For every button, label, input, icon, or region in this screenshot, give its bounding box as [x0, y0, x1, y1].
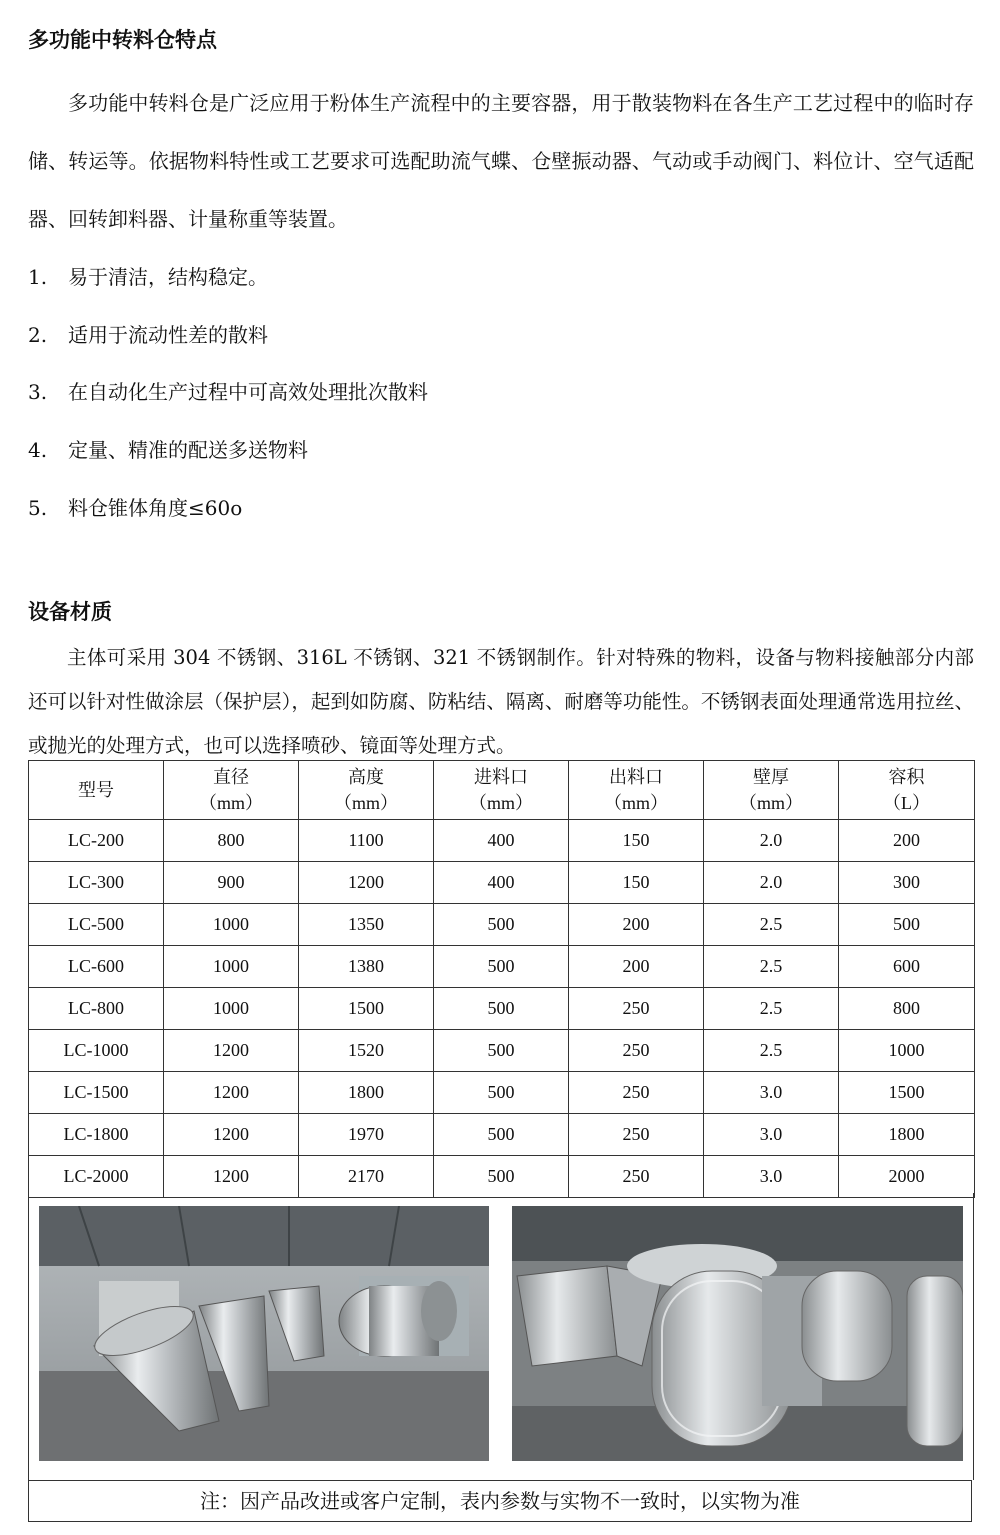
table-cell: LC-2000	[29, 1156, 164, 1198]
header-label: 直径	[213, 767, 249, 787]
table-cell: 150	[569, 820, 704, 862]
header-outlet	[569, 761, 704, 820]
table-cell: 400	[434, 862, 569, 904]
feature-item	[28, 494, 242, 522]
table-cell: 2.5	[704, 946, 839, 988]
table-cell: 1350	[299, 904, 434, 946]
table-cell: 2.5	[704, 988, 839, 1030]
table-row	[29, 820, 975, 862]
header-label: 高度	[348, 767, 384, 787]
table-cell: 500	[839, 904, 975, 946]
header-label: 进料口	[474, 767, 528, 787]
header-diameter	[164, 761, 299, 820]
header-model	[29, 761, 164, 820]
table-cell: 200	[569, 946, 704, 988]
table-cell: 1800	[839, 1114, 975, 1156]
table-cell: 250	[569, 1072, 704, 1114]
table-row	[29, 904, 975, 946]
table-cell: LC-300	[29, 862, 164, 904]
header-label: 壁厚	[753, 767, 789, 787]
table-cell: 250	[569, 988, 704, 1030]
table-cell: 300	[839, 862, 975, 904]
table-row	[29, 988, 975, 1030]
table-cell: 1800	[299, 1072, 434, 1114]
table-cell: LC-1800	[29, 1114, 164, 1156]
table-cell: 1500	[299, 988, 434, 1030]
header-unit: （mm）	[603, 793, 668, 813]
feature-text: 料仓锥体角度≤60o	[68, 496, 243, 520]
table-cell: 500	[434, 1156, 569, 1198]
table-cell: 1200	[164, 1156, 299, 1198]
header-unit: （L）	[883, 793, 930, 813]
table-cell: 250	[569, 1114, 704, 1156]
product-photo-cone-bins	[39, 1206, 489, 1461]
table-cell: 2170	[299, 1156, 434, 1198]
feature-number: 4.	[28, 438, 48, 462]
table-cell: 600	[839, 946, 975, 988]
feature-text: 适用于流动性差的散料	[68, 323, 268, 347]
intro-paragraph: 多功能中转料仓是广泛应用于粉体生产流程中的主要容器，用于散装物料在各生产工艺过程中的临时存储、转运等。依据物料特性或工艺要求可选配助流气蝶、仓壁振动器、气动或手动阀门、料位计、空气适配器、回转卸料器、计量称重等装置。	[28, 91, 974, 231]
table-cell: 250	[569, 1030, 704, 1072]
header-label: 出料口	[609, 767, 663, 787]
feature-item	[28, 263, 268, 291]
table-cell: 800	[839, 988, 975, 1030]
feature-text: 在自动化生产过程中可高效处理批次散料	[68, 380, 428, 404]
table-cell: 1000	[164, 904, 299, 946]
header-unit: （mm）	[468, 793, 533, 813]
table-cell: 2.5	[704, 904, 839, 946]
table-row	[29, 1114, 975, 1156]
feature-text: 定量、精准的配送多送物料	[68, 438, 308, 462]
table-cell: 2.5	[704, 1030, 839, 1072]
header-label: 容积	[888, 767, 925, 787]
table-cell: 1100	[299, 820, 434, 862]
table-row	[29, 1072, 975, 1114]
section-title-features: 多功能中转料仓特点	[28, 28, 217, 52]
table-cell: 150	[569, 862, 704, 904]
spec-table	[28, 760, 975, 1198]
table-cell: 1000	[164, 988, 299, 1030]
feature-number: 2.	[28, 323, 48, 347]
table-cell: 1200	[164, 1114, 299, 1156]
table-cell: 2.0	[704, 820, 839, 862]
table-cell: 200	[839, 820, 975, 862]
feature-number: 5.	[28, 496, 48, 520]
header-height	[299, 761, 434, 820]
header-wall-thickness	[704, 761, 839, 820]
section-title-material: 设备材质	[28, 600, 112, 624]
table-cell: 400	[434, 820, 569, 862]
table-cell: 1200	[299, 862, 434, 904]
table-cell: 500	[434, 1114, 569, 1156]
table-cell: LC-1500	[29, 1072, 164, 1114]
table-cell: LC-800	[29, 988, 164, 1030]
table-cell: LC-1000	[29, 1030, 164, 1072]
table-cell: 250	[569, 1156, 704, 1198]
table-cell: 800	[164, 820, 299, 862]
feature-number: 3.	[28, 380, 48, 404]
table-row	[29, 946, 975, 988]
feature-text: 易于清洁，结构稳定。	[68, 265, 268, 289]
feature-number: 1.	[28, 265, 48, 289]
table-cell: 3.0	[704, 1072, 839, 1114]
header-inlet	[434, 761, 569, 820]
feature-item	[28, 436, 308, 464]
photo-section	[28, 1193, 974, 1480]
table-cell: 1200	[164, 1030, 299, 1072]
table-cell: 2000	[839, 1156, 975, 1198]
header-unit: （mm）	[738, 793, 803, 813]
table-cell: LC-500	[29, 904, 164, 946]
table-cell: 1520	[299, 1030, 434, 1072]
product-photo-wrapped-bins	[512, 1206, 963, 1461]
header-volume	[839, 761, 975, 820]
table-cell: 500	[434, 988, 569, 1030]
header-unit: （mm）	[333, 793, 398, 813]
table-cell: 3.0	[704, 1114, 839, 1156]
table-cell: 500	[434, 1030, 569, 1072]
table-cell: 1000	[164, 946, 299, 988]
table-cell: LC-600	[29, 946, 164, 988]
table-cell: 900	[164, 862, 299, 904]
table-row	[29, 1030, 975, 1072]
header-unit: （mm）	[198, 793, 263, 813]
table-cell: 1380	[299, 946, 434, 988]
table-cell: 1000	[839, 1030, 975, 1072]
table-cell: 500	[434, 904, 569, 946]
feature-item	[28, 321, 268, 349]
table-cell: 1200	[164, 1072, 299, 1114]
table-cell: 500	[434, 946, 569, 988]
table-cell: 500	[434, 1072, 569, 1114]
table-row	[29, 1156, 975, 1198]
table-cell: 1500	[839, 1072, 975, 1114]
table-header-row	[29, 761, 975, 820]
table-cell: LC-200	[29, 820, 164, 862]
table-cell: 1970	[299, 1114, 434, 1156]
table-note: 注：因产品改进或客户定制，表内参数与实物不一致时，以实物为准	[28, 1480, 972, 1522]
material-paragraph: 主体可采用 304 不锈钢、316L 不锈钢、321 不锈钢制作。针对特殊的物料，设备与物料接触部分内部还可以针对性做涂层（保护层），起到如防腐、防粘结、隔离、耐磨等功能性。不锈钢表面处理通常选用拉丝、或抛光的处理方式，也可以选择喷砂、镜面等处理方式。	[28, 646, 974, 757]
header-label: 型号	[78, 780, 114, 800]
table-cell: 3.0	[704, 1156, 839, 1198]
table-row	[29, 862, 975, 904]
table-cell: 2.0	[704, 862, 839, 904]
table-cell: 200	[569, 904, 704, 946]
feature-item	[28, 378, 428, 406]
